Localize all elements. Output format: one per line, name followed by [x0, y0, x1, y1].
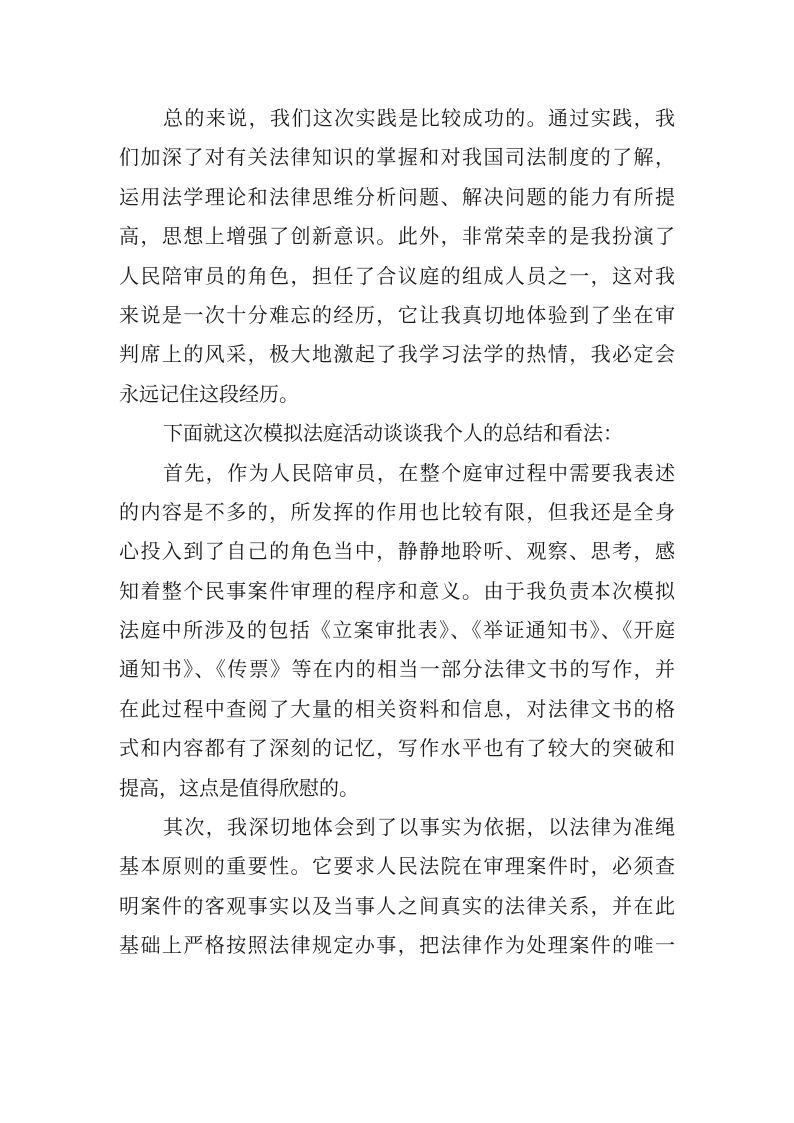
- text-line: 式和内容都有了深刻的记忆，写作水平也有了较大的突破和: [119, 736, 675, 761]
- text-line: 总的来说，我们这次实践是比较成功的。通过实践，我: [163, 106, 675, 130]
- text-line: 判席上的风采，极大地激起了我学习法学的热情，我必定会: [119, 342, 675, 367]
- text-line: 基础上严格按照法律规定办事，把法律作为处理案件的唯一: [119, 933, 675, 958]
- text-line: 来说是一次十分难忘的经历，它让我真切地体验到了坐在审: [119, 302, 675, 327]
- text-line: 通知书》、《传票》等在内的相当一部分法律文书的写作，并: [119, 657, 675, 682]
- text-line: 人民陪审员的角色，担任了合议庭的组成人员之一，这对我: [119, 263, 675, 288]
- text-line: 的内容是不多的，所发挥的作用也比较有限，但我还是全身: [119, 499, 675, 524]
- text-line: 在此过程中查阅了大量的相关资料和信息，对法律文书的格: [119, 696, 675, 721]
- text-line: 提高，这点是值得欣慰的。: [119, 775, 359, 800]
- text-line: 知着整个民事案件审理的程序和意义。由于我负责本次模拟: [119, 578, 675, 603]
- document-body: [119, 99, 675, 966]
- text-line: 法庭中所涉及的包括《立案审批表》、《举证通知书》、《开庭: [119, 618, 675, 643]
- text-line: 明案件的客观事实以及当事人之间真实的法律关系，并在此: [119, 893, 675, 918]
- text-line: 首先，作为人民陪审员，在整个庭审过程中需要我表述: [163, 460, 675, 485]
- text-line: 们加深了对有关法律知识的掌握和对我国司法制度的了解，: [119, 145, 675, 170]
- text-line: 永远记住这段经历。: [119, 381, 299, 406]
- text-line: 高，思想上增强了创新意识。此外，非常荣幸的是我扮演了: [119, 224, 675, 249]
- text-line: 基本原则的重要性。它要求人民法院在审理案件时，必须查: [119, 854, 675, 879]
- text-line: 心投入到了自己的角色当中，静静地聆听、观察、思考，感: [119, 539, 675, 564]
- text-line: 下面就这次模拟法庭活动谈谈我个人的总结和看法：: [163, 421, 623, 446]
- text-line: 其次，我深切地体会到了以事实为依据，以法律为准绳: [163, 815, 675, 840]
- text-line: 运用法学理论和法律思维分析问题、解决问题的能力有所提: [119, 184, 675, 209]
